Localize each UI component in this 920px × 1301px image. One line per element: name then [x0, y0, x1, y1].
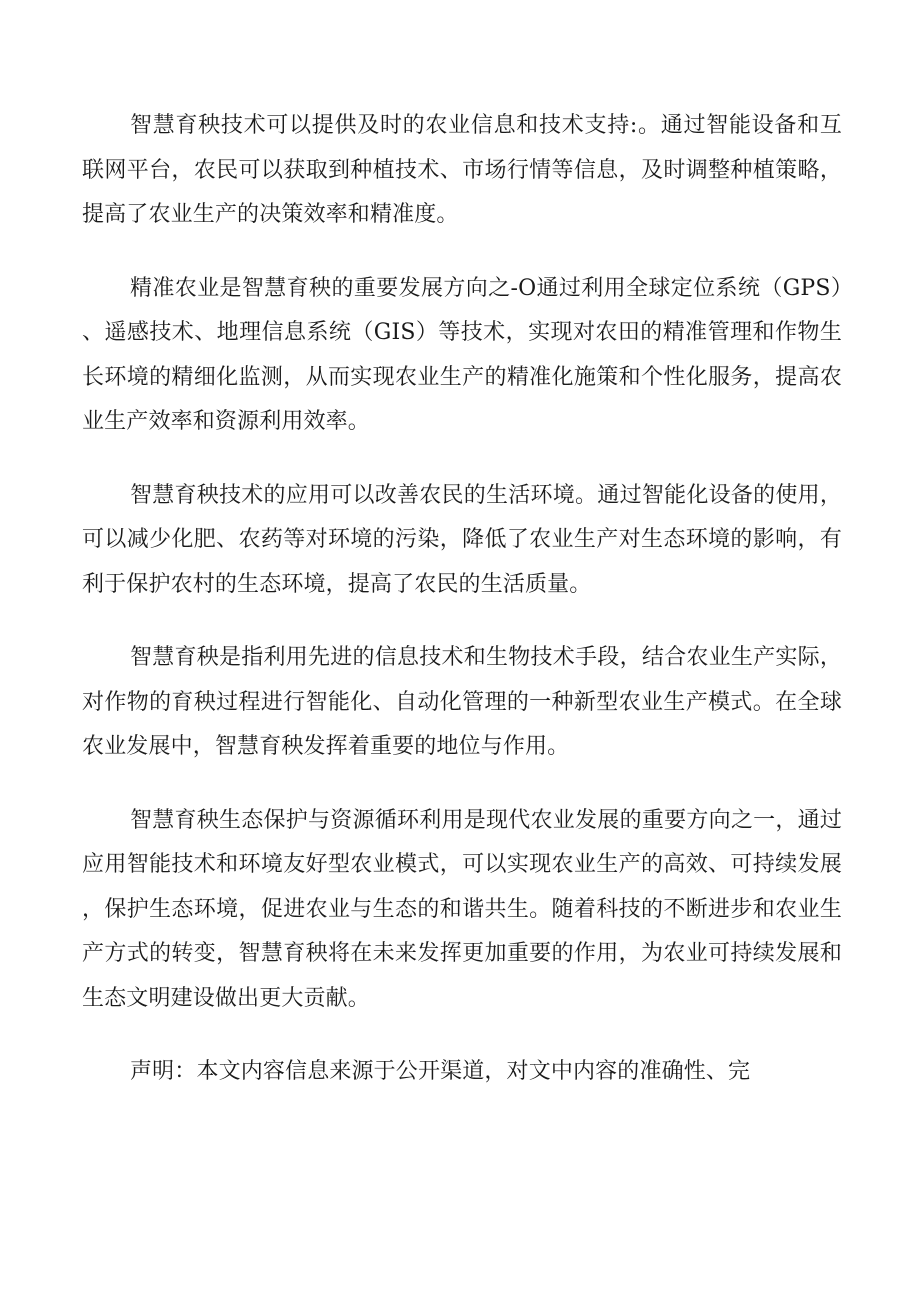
paragraph-precision-agriculture: 精准农业是智慧育秧的重要发展方向之-O通过利用全球定位系统（GPS）、遥感技术、地理信息系统（GIS）等技术，实现对农田的精准管理和作物生长环境的精细化监测，从而实现农业生产的精准化施策和个性化服务，提高农业生产效率和资源利用效率。 — [82, 275, 842, 434]
paragraph-disclaimer: 声明：本文内容信息来源于公开渠道，对文中内容的准确性、完 — [130, 1059, 751, 1084]
paragraph-definition: 智慧育秧是指利用先进的信息技术和生物技术手段，结合农业生产实际，对作物的育秧过程进行智能化、自动化管理的一种新型农业生产模式。在全球农业发展中，智慧育秧发挥着重要的地位与作用。 — [82, 645, 842, 759]
document-body — [82, 104, 842, 1095]
paragraph-ecological-protection: 智慧育秧生态保护与资源循环利用是现代农业发展的重要方向之一，通过应用智能技术和环境友好型农业模式，可以实现农业生产的高效、可持续发展，保护生态环境，促进农业与生态的和谐共生。随着科技的不断进步和农业生产方式的转变，智慧育秧将在未来发挥更加重要的作用，为农业可持续发展和生态文明建设做出更大贡献。 — [82, 807, 842, 1011]
paragraph-information-support: 智慧育秧技术可以提供及时的农业信息和技术支持:。通过智能设备和互联网平台，农民可以获取到种植技术、市场行情等信息，及时调整种植策略，提高了农业生产的决策效率和精准度。 — [82, 113, 842, 227]
paragraph-living-environment: 智慧育秧技术的应用可以改善农民的生活环境。通过智能化设备的使用，可以减少化肥、农药等对环境的污染，降低了农业生产对生态环境的影响，有利于保护农村的生态环境，提高了农民的生活质量。 — [82, 482, 842, 597]
